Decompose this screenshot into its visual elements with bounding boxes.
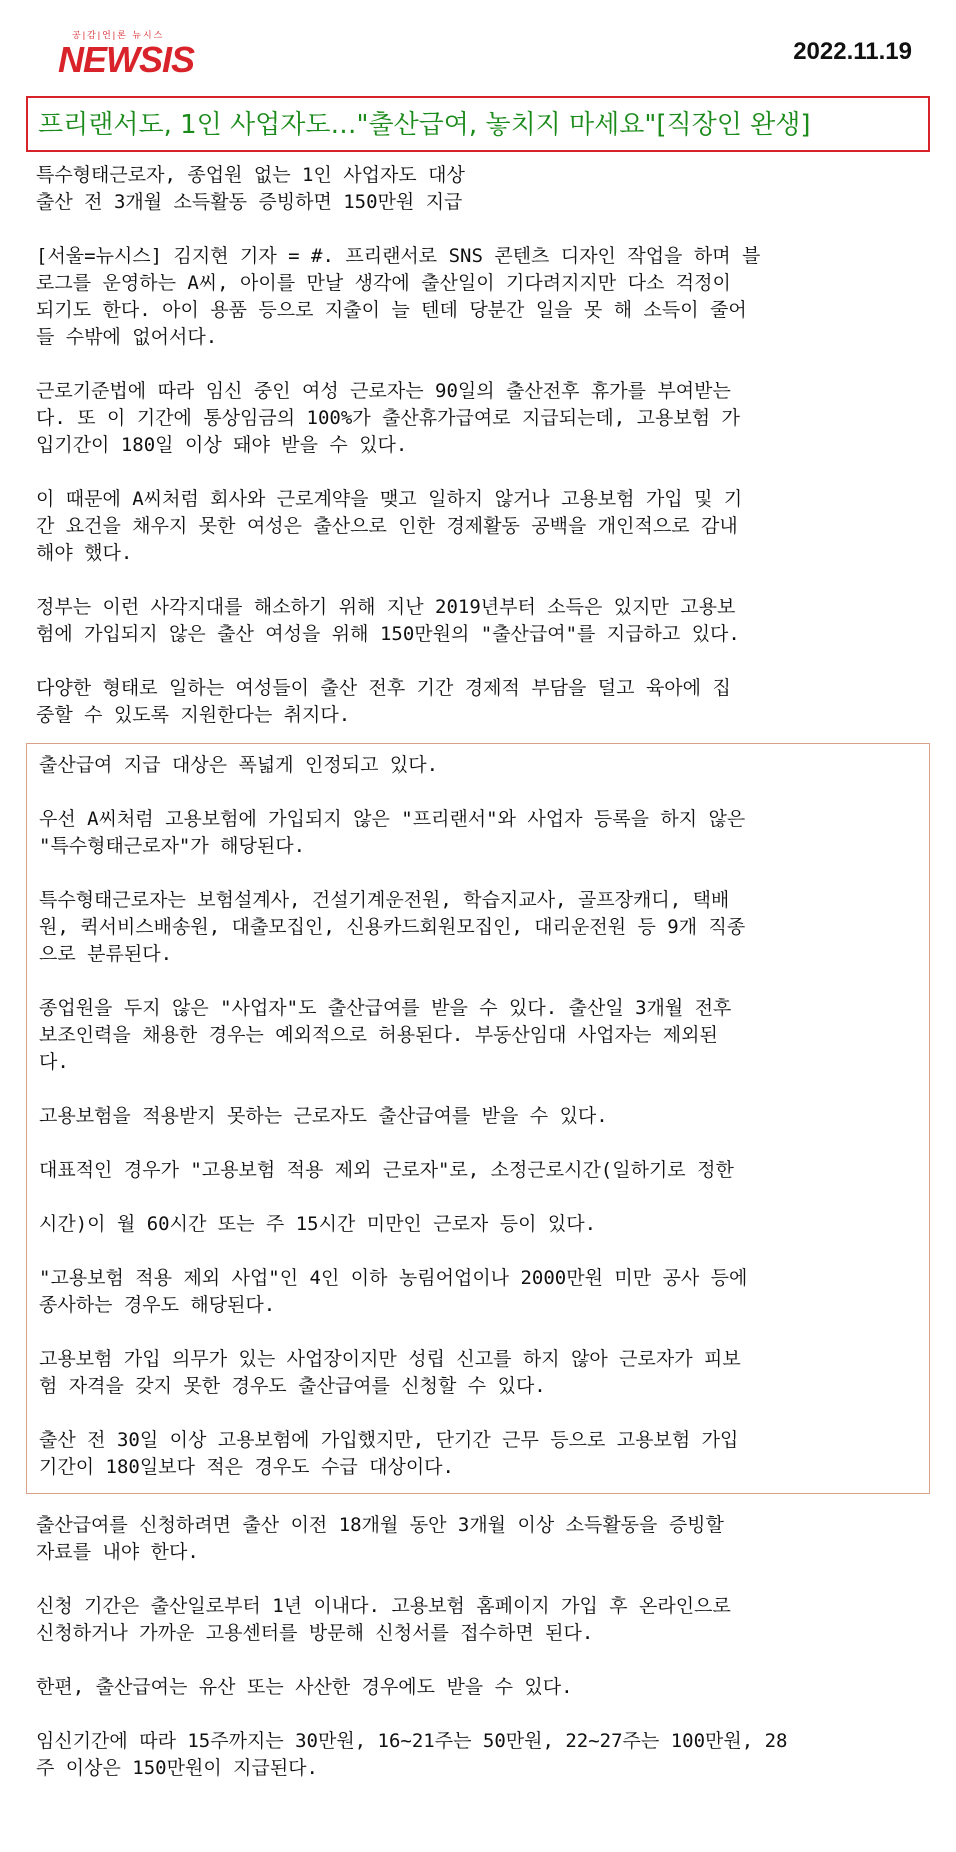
logo-wordmark: NEWSIS: [58, 39, 195, 80]
paragraph: 다양한 형태로 일하는 여성들이 출산 전후 기간 경제적 부담을 덜고 육아에 집 중할 수 있도록 지원한다는 취지다.: [36, 677, 731, 726]
paragraph: 한편, 출산급여는 유산 또는 사산한 경우에도 받을 수 있다.: [36, 1676, 573, 1698]
eligibility-box: [26, 743, 930, 1494]
paragraph: 고용보험 가입 의무가 있는 사업장이지만 성립 신고를 하지 않아 근로자가 피보 험 자격을 갖지 못한 경우도 출산급여를 신청할 수 있다.: [39, 1348, 741, 1397]
paragraph: 출산급여를 신청하려면 출산 이전 18개월 동안 3개월 이상 소득활동을 증빙할 자료를 내야 한다.: [36, 1514, 724, 1563]
paragraph: 대표적인 경우가 "고용보험 적용 제외 근로자"로, 소정근로시간(일하기로 정한: [39, 1159, 734, 1181]
subheadline: 출산 전 3개월 소득활동 증빙하면 150만원 지급: [36, 191, 463, 213]
newsis-logo: [58, 28, 194, 79]
paragraph: 출산 전 30일 이상 고용보험에 가입했지만, 단기간 근무 등으로 고용보험 가입 기간이 180일보다 적은 경우도 수급 대상이다.: [39, 1429, 739, 1478]
article-date: 2022.11.19: [793, 38, 912, 65]
paragraph: 우선 A씨처럼 고용보험에 가입되지 않은 "프리랜서"와 사업자 등록을 하지 않은 "특수형태근로자"가 해당된다.: [39, 808, 746, 857]
paragraph: 출산급여 지급 대상은 폭넓게 인정되고 있다.: [39, 754, 439, 776]
paragraph: 시간)이 월 60시간 또는 주 15시간 미만인 근로자 등이 있다.: [39, 1213, 597, 1235]
paragraph: 근로기준법에 따라 임신 중인 여성 근로자는 90일의 출산전후 휴가를 부여받는 다. 또 이 기간에 통상임금의 100%가 출산휴가급여로 지급되는데, 고용보험 가 입기간이 180일 이상 돼야 받을 수 있다.: [36, 380, 740, 456]
paragraph: 신청 기간은 출산일로부터 1년 이내다. 고용보험 홈페이지 가입 후 온라인으로 신청하거나 가까운 고용센터를 방문해 신청서를 접수하면 된다.: [36, 1595, 731, 1644]
paragraph: "고용보험 적용 제외 사업"인 4인 이하 농림어업이나 2000만원 미만 공사 등에 종사하는 경우도 해당된다.: [39, 1267, 748, 1316]
header: [26, 0, 930, 96]
paragraph: 종업원을 두지 않은 "사업자"도 출산급여를 받을 수 있다. 출산일 3개월 전후 보조인력을 채용한 경우는 예외적으로 허용된다. 부동산임대 사업자는 제외된 다.: [39, 997, 732, 1073]
paragraph: [서울=뉴시스] 김지현 기자 = #. 프리랜서로 SNS 콘텐츠 디자인 작업을 하며 블 로그를 운영하는 A씨, 아이를 만날 생각에 출산일이 기다려지지만 다소 걱정이 되기도 한다. 아이 용품 등으로 지출이 늘 텐데 당분간 일을 못 해 소득이 줄어 들 수밖에 없어서다.: [36, 245, 761, 348]
subheadline: 특수형태근로자, 종업원 없는 1인 사업자도 대상: [36, 164, 465, 186]
headline-box: [26, 96, 930, 152]
logo-tagline: 공|감|언|론 뉴시스: [72, 30, 165, 40]
headline: 프리랜서도, 1인 사업자도…"출산급여, 놓치지 마세요"[직장인 완생]: [38, 110, 811, 140]
paragraph: 임신기간에 따라 15주까지는 30만원, 16~21주는 50만원, 22~27주는 100만원, 28 주 이상은 150만원이 지급된다.: [36, 1730, 788, 1779]
paragraph: 정부는 이런 사각지대를 해소하기 위해 지난 2019년부터 소득은 있지만 고용보 험에 가입되지 않은 출산 여성을 위해 150만원의 "출산급여"를 지급하고 있다.: [36, 596, 740, 645]
paragraph: 이 때문에 A씨처럼 회사와 근로계약을 맺고 일하지 않거나 고용보험 가입 및 기 간 요건을 채우지 못한 여성은 출산으로 인한 경제활동 공백을 개인적으로 감내 해야 했다.: [36, 488, 743, 564]
paragraph: 고용보험을 적용받지 못하는 근로자도 출산급여를 받을 수 있다.: [39, 1105, 608, 1127]
paragraph: 특수형태근로자는 보험설계사, 건설기계운전원, 학습지교사, 골프장캐디, 택배 원, 퀵서비스배송원, 대출모집인, 신용카드회원모집인, 대리운전원 등 9개 직종 으로 분류된다.: [39, 889, 746, 965]
